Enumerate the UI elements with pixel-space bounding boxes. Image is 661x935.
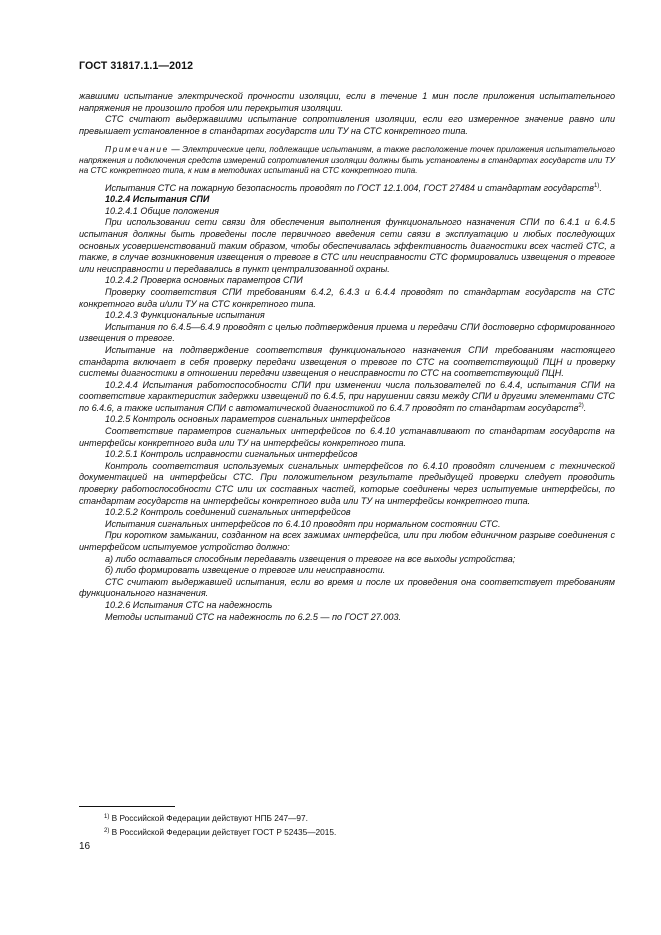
footnote-ref-1[interactable]: 1): [593, 182, 600, 189]
paragraph-10-2-4-4: [79, 380, 615, 415]
paragraph-fire-safety-text: Испытания СТС на пожарную безопасность проводят по ГОСТ 12.1.004, ГОСТ 27484 и стандартам государств: [105, 182, 594, 193]
paragraph-insulation-resistance: СТС считают выдержавшими испытание сопротивления изоляции, если его измеренное значение равно или превышает установленное в стандартах государств или ТУ на СТС конкретного типа.: [79, 114, 615, 136]
paragraph-interface-check: Контроль соответствия используемых сигнальных интерфейсов по 6.4.10 проводят сличением с технической документацией на интерфейсы СТС. При положительном результате предыдущей проверки следует проводить проверку работоспособности СТС или их составных частей, которые соединены через испытуемые интерфейсы, по стандартам государств на интерфейсы конкретного вида или ТУ на интерфейсы конкретного типа.: [79, 460, 615, 506]
footnote-mark: 2): [104, 828, 110, 834]
footnote-1: [104, 813, 308, 823]
paragraph-functional-tests: Испытания по 6.4.5—6.4.9 проводят с целью подтверждения приема и передачи СПИ достоверно сформированного извещения о тревоге.: [79, 321, 615, 344]
paragraph-parameter-check: Проверку соответствия СПИ требованиям 6.4.2, 6.4.3 и 6.4.4 проводят по стандартам государств на СТС конкретного вида и/или ТУ на СТС конкретного типа.: [79, 286, 615, 309]
paragraph-short-circuit: При коротком замыкании, созданном на всех зажимах интерфейса, или при любом единичном разрыве соединения с интерфейсом испытуемое устройство должно:: [79, 530, 615, 552]
punctuation: .: [583, 402, 587, 413]
paragraph-continuation: жавшими испытание электрической прочности изоляции, если в течение 1 мин после приложения испытательного напряжения не произошло пробоя или перекрытия изоляции.: [79, 91, 615, 113]
subsection-heading-10-2-4-1: 10.2.4.1 Общие положения: [105, 205, 220, 216]
spacer: [79, 176, 615, 183]
paragraph-interface-tests: Испытания сигнальных интерфейсов по 6.4.10 проводят при нормальном состоянии СТС.: [105, 518, 501, 529]
paragraph-test-passed: СТС считают выдержавшей испытания, если во время и после их проведения она соответствует требованиям функционального назначения.: [79, 576, 615, 599]
list-item-a: а) либо оставаться способным передавать извещения о тревоге на все выходы устройства;: [105, 553, 516, 564]
paragraph-interface-parameters: Соответствие параметров сигнальных интерфейсов по 6.4.10 устанавливают по стандартам государств на интерфейсы конкретного вида или ТУ на интерфейсы конкретного типа.: [79, 426, 615, 448]
note-label: Примечание: [105, 144, 169, 155]
note-block: [79, 144, 615, 175]
footnote-text: В Российской Федерации действуют НПБ 247—97.: [109, 813, 308, 823]
list-item-b: б) либо формировать извещение о тревоге или неисправности.: [105, 565, 386, 576]
paragraph-conformance-test: Испытание на подтверждение соответствия функционального назначения СПИ требованиям настоящего стандарта включает в себя проверку передачи извещения о тревоге по СТС на соответствующий ПЦН и проверку системы диагностики в отношении передачи извещения о неисправности по СТС на соответствующий ПЦН.: [79, 344, 615, 379]
subsection-heading-10-2-4-3: 10.2.4.3 Функциональные испытания: [105, 310, 265, 321]
footnote-mark: 1): [104, 814, 110, 820]
punctuation: .: [599, 182, 602, 193]
subsection-heading-10-2-4-2: 10.2.4.2 Проверка основных параметров СПИ: [105, 275, 303, 286]
subsection-heading-10-2-6: 10.2.6 Испытания СТС на надежность: [105, 599, 273, 610]
section-heading-10-2-4: 10.2.4 Испытания СПИ: [105, 194, 210, 205]
subsection-heading-10-2-5: 10.2.5 Контроль основных параметров сигнальных интерфейсов: [105, 414, 391, 425]
document-body: [79, 91, 615, 623]
document-number-header: ГОСТ 31817.1.1—2012: [79, 60, 194, 72]
spacer: [79, 137, 615, 144]
paragraph-network-testing: При использовании сети связи для обеспечения выполнения функционального назначения СПИ по 6.4.1 и 6.4.5 испытания должны быть проведены после первичного введения сети связи в эксплуатацию и любых последующих основных усовершенствований таким образом, чтобы обеспечивалась эффективность диагностики всех частей СТС, а также, в случае возникновения извещения о тревоге в СТС или неисправности СТС формировались извещения о тревоге или неисправности и передавались в пункт централизованной охраны.: [79, 217, 615, 274]
page-number: 16: [79, 841, 91, 852]
paragraph-fire-safety: [79, 183, 615, 195]
subsection-heading-10-2-5-1: 10.2.5.1 Контроль исправности сигнальных интерфейсов: [105, 449, 358, 460]
paragraph-10-2-4-4-text: 10.2.4.4 Испытания работоспособности СПИ при изменении числа пользователей по 6.4.4, испытания СПИ на соответствие характеристик задержки извещений по 6.4.5, при нарушении связи между СПИ и другими элементами СТС по 6.4.6, а также испытания СПИ с автоматической диагностикой по 6.4.7 проводят по стандартам государств: [79, 379, 615, 413]
paragraph-reliability-methods: Методы испытаний СТС на надежность по 6.2.5 — по ГОСТ 27.003.: [105, 611, 402, 622]
footnote-2: [104, 827, 336, 837]
footnote-text: В Российской Федерации действует ГОСТ Р 52435—2015.: [109, 827, 337, 837]
note-text: — Электрические цепи, подлежащие испытаниям, а также расположение точек приложения испытательного напряжения и подключения средств измерений сопротивления изоляции должны быть установлены в стандартах государств или ТУ на СТС конкретного типа, к ним в методиках испытаний на СТС конкретного типа.: [79, 144, 615, 176]
subsection-heading-10-2-5-2: 10.2.5.2 Контроль соединений сигнальных интерфейсов: [105, 507, 351, 518]
footnote-ref-2[interactable]: 2): [578, 402, 584, 409]
footnote-divider: [79, 806, 175, 807]
